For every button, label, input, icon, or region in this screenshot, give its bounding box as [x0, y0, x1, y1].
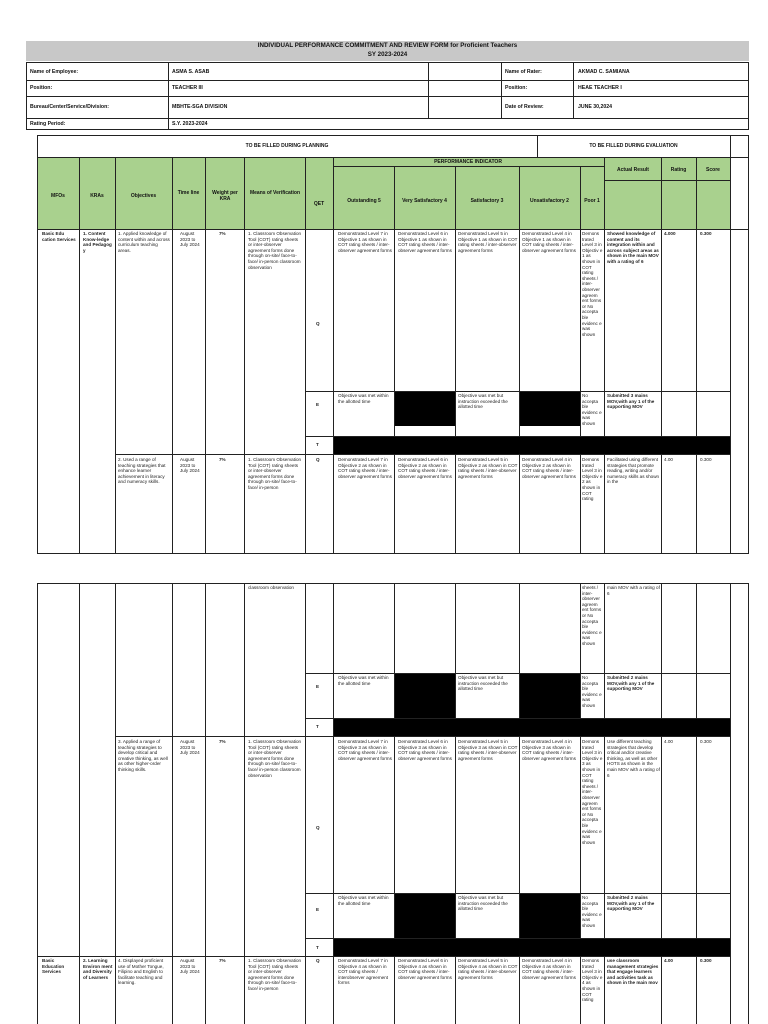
efficiency-5: Objective was met within the allotted time — [338, 895, 389, 906]
qet-q: Q — [316, 958, 320, 963]
weight-cell: 7% — [219, 231, 226, 236]
period-label: Rating Period: — [30, 121, 66, 127]
bureau-value: MBHTE-SGA DIVISION — [172, 104, 228, 110]
qet-e: E — [316, 402, 320, 407]
qet-q: Q — [316, 825, 320, 830]
mov-cell-continued: classroom observation — [248, 585, 294, 590]
period-value: S.Y. 2023-2024 — [172, 121, 208, 127]
objective-cell: 4. Displayed proficient use of Mother Tongue, Filipino and English to facilitate teaching and learning. — [118, 958, 164, 986]
form-title: INDIVIDUAL PERFORMANCE COMMITMENT AND REVIEW FORM for Proficient Teachers — [257, 42, 518, 49]
blackout-cell — [520, 392, 580, 426]
review-date-value: JUNE 30,2024 — [578, 104, 613, 110]
indicator-1: Demons trated Level 3 in Objectiv e 4 as shown in COT rating — [582, 958, 603, 1003]
kra-cell: 2. Learning Environ ment and Diversity of Learners — [83, 958, 113, 980]
efficiency-3: Objective was met but instruction exceeded the allotted time — [458, 393, 508, 410]
col-poor: Poor 1 — [584, 198, 600, 204]
efficiency-1: No accepta ble evidenc e was shown — [582, 895, 602, 928]
timeline-cell: August 2023 to July 2024 — [180, 231, 200, 248]
mov-cell: 1. Classroom Observation Tool (COT) rating sheets or inter-observer agreement forms done through on-site/ face-to-face/ in-person classroom observation — [248, 231, 302, 270]
col-outstanding: Outstanding 5 — [347, 198, 381, 204]
score-cell: 0.300 — [700, 457, 712, 462]
blackout-cell — [395, 392, 455, 426]
efficiency-3: Objective was met but instruction exceeded the allotted time — [458, 675, 508, 692]
employee-value: ASMA S. ASAB — [172, 69, 210, 75]
actual-result-cell: Showed knowledge of content and its integration within and across subject areas as shown in the main MOV with a rating of 6 — [607, 231, 659, 264]
efficiency-3: Objective was met but instruction exceeded the allotted time — [458, 895, 508, 912]
qet-e: E — [316, 907, 320, 912]
weight-cell: 7% — [219, 958, 226, 963]
timeline-cell: August 2023 to July 2024 — [180, 958, 200, 975]
actual-result-cell: Use different teaching strategies that develop critical and/or creative thinking, as well as other HOTS as shown in the main MOV with a rating of 6 — [607, 739, 660, 778]
indicator-1: Demons trated Level 3 in Objectiv e 3 as shown in COT rating sheets / inter-observer agreem ent forms or No accepta ble evidenc e was shown — [582, 739, 603, 845]
indicator-2: Demonstrated Level 4 in Objective 1 as shown in COT rating sheets / inter-observer agreement forms — [522, 231, 576, 253]
position-label: Position: — [30, 85, 53, 91]
indicator-4: Demonstrated Level 6 in Objective 2 as shown in COT rating sheets / inter-observer agreement forms — [398, 457, 452, 479]
rating-cell: 4.00 — [664, 457, 673, 462]
objective-cell: 1. Applied knowledge of content within and across curriculum teaching areas. — [118, 231, 170, 253]
indicator-5: Demonstrated Level 7 in Objective 4 as shown in COT rating sheets / interobserver agreement forms — [338, 958, 389, 986]
objective-cell: 3. Applied a range of teaching strategies to develop critical and creative thinking, as well as other higher-order thinking skills. — [118, 739, 168, 772]
rater-value: AKMAD C. SAMIANA — [578, 69, 630, 75]
efficiency-actual: Submitted 3 mains MOV,with any 1 of the supporting MOV — [607, 393, 655, 410]
indicator-4: Demonstrated Level 6 in Objective 4 as shown in COT rating sheets / inter-observer agreement forms — [398, 958, 452, 980]
col-very-satisfactory: Very Satisfactory 4 — [402, 198, 447, 204]
indicator-3: Demonstrated Level 5 in Objective 2 as shown in COT rating sheets / inter-observer agreement forms — [458, 457, 518, 479]
indicator-5: Demonstrated Level 7 in Objective 1 as shown in COT rating sheets / inter-observer agreement forms — [338, 231, 392, 253]
col-weight: Weight per KRA — [212, 190, 238, 202]
actual-result-continued: main MOV with a rating of 6 — [607, 585, 660, 596]
rater-position-value: HEAE TEACHER I — [578, 85, 622, 91]
mfo-cell: Basic Edu cation Services — [42, 231, 76, 242]
kra-cell: 1. Content Know-ledge and Pedagog y — [83, 231, 112, 253]
form-subtitle: SY 2023-2024 — [367, 51, 408, 58]
indicator-4: Demonstrated Level 6 in Objective 3 as shown in COT rating sheets / inter-observer agreement forms — [398, 739, 452, 761]
indicator-1-continued: sheets / inter-observer agreem ent forms or No accepta ble evidenc e was shown — [582, 585, 602, 646]
col-unsatisfactory: Unsatisfactory 2 — [530, 198, 569, 204]
planning-label: TO BE FILLED DURING PLANNING — [245, 143, 329, 149]
timeline-cell: August 2023 to July 2024 — [180, 739, 200, 756]
col-rating: Rating — [670, 167, 687, 173]
qet-t: T — [316, 945, 319, 950]
rating-cell: 4.00 — [664, 958, 673, 963]
position-value: TEACHER III — [172, 85, 203, 91]
rater-position-label: Position: — [505, 85, 528, 91]
mfo-cell: Basic Education Services — [42, 958, 65, 975]
weight-cell: 7% — [219, 739, 226, 744]
qet-q: Q — [316, 321, 320, 326]
indicator-2: Demonstrated Level 4 in Objective 3 as shown in COT rating sheets / inter-observer agreement forms — [522, 739, 576, 761]
efficiency-actual: Submitted 2 mains MOV,with any 1 of the supporting MOV — [607, 675, 655, 692]
indicator-3: Demonstrated Level 5 in Objective 1 as shown in COT rating sheets / inter-observer agreement forms — [458, 231, 518, 253]
performance-indicator-label: PERFORMANCE INDICATOR — [434, 159, 502, 165]
indicator-5: Demonstrated Level 7 in Objective 2 as shown in COT rating sheets / inter-observer agreement forms — [338, 457, 392, 479]
col-means: Means of Verification — [249, 190, 300, 196]
blackout-cell — [395, 894, 455, 938]
rating-cell: 4.000 — [664, 231, 676, 236]
col-qet: QET — [313, 201, 325, 207]
rating-cell: 4.00 — [664, 739, 673, 744]
timeline-cell: August 2023 to July 2024 — [180, 457, 200, 474]
actual-result-cell: use classroom management strategies that engage learners and activities task as shown in the main mov — [607, 958, 659, 986]
timeliness-blackout — [334, 437, 730, 454]
evaluation-label: TO BE FILLED DURING EVALUATION — [589, 143, 678, 149]
qet-q: Q — [316, 457, 320, 462]
bureau-label: Bureau/Center/Service/Division: — [30, 104, 109, 110]
mov-cell: 1. Classroom Observation Tool (COT) rating sheets or inter-observer agreement forms done through on-site/ face-to-face/ in-person — [248, 457, 302, 490]
timeliness-blackout — [334, 719, 730, 736]
blackout-cell — [520, 894, 580, 938]
indicator-1: Demons trated Level 3 in Objectiv e 1 as shown in COT rating sheets / inter-observer agreem ent forms or No accepta ble evidenc e was shown — [582, 231, 603, 337]
mov-cell: 1. Classroom Observation Tool (COT) rating sheets or inter-observer agreement forms done through on-site/ face-to-face/ in-person classroom observation — [248, 739, 302, 778]
indicator-4: Demonstrated Level 6 in Objective 1 as shown in COT rating sheets / inter-observer agreement forms — [398, 231, 452, 253]
col-kras: KRAs — [90, 193, 104, 199]
col-mfos: MFOs — [51, 193, 65, 199]
blackout-cell — [520, 674, 580, 718]
efficiency-actual: Submitted 2 mains MOV,with any 1 of the supporting MOV — [607, 895, 655, 912]
mov-cell: 1. Classroom Observation Tool (COT) rating sheets or inter-observer agreement forms done through on-site/ face-to-face/ in-person — [248, 958, 302, 991]
qet-t: T — [316, 724, 319, 729]
review-date-label: Date of Review: — [505, 104, 544, 110]
efficiency-1: No accepta ble evidenc e was shown — [582, 675, 602, 708]
blackout-cell — [395, 674, 455, 718]
score-cell: 0.300 — [700, 958, 712, 963]
timeliness-blackout — [334, 939, 730, 956]
efficiency-1: No accepta ble evidenc e was shown — [582, 393, 602, 426]
efficiency-5: Objective was met within the allotted time — [338, 675, 389, 686]
weight-cell: 7% — [219, 457, 226, 462]
indicator-3: Demonstrated Level 5 in Objective 3 as shown in COT rating sheets / inter-observer agreement forms — [458, 739, 518, 761]
indicator-5: Demonstrated Level 7 in Objective 3 as shown in COT rating sheets / inter-observer agreement forms — [338, 739, 392, 761]
indicator-2: Demonstrated Level 4 in Objective 4 as shown in COT rating sheets / inter-observer agreement forms — [522, 958, 576, 980]
indicator-1: Demons trated Level 3 in Objectiv e 2 as shown in COT rating — [582, 457, 603, 502]
score-cell: 0.300 — [700, 231, 712, 236]
indicator-2: Demonstrated Level 4 in Objective 2 as shown in COT rating sheets / inter-observer agreement forms — [522, 457, 576, 479]
indicator-3: Demonstrated Level 5 in Objective 4 as shown in COT rating sheets / inter-observer agreement forms — [458, 958, 518, 980]
col-score: Score — [706, 167, 720, 173]
score-cell: 0.300 — [700, 739, 712, 744]
col-satisfactory: Satisfactory 3 — [470, 198, 504, 204]
col-actual-result: Actual Result — [617, 167, 649, 173]
col-objectives: Objectives — [130, 193, 157, 199]
efficiency-5: Objective was met within the allotted time — [338, 393, 389, 404]
qet-t: T — [316, 442, 319, 447]
objective-cell: 2. Used a range of teaching strategies that enhance learner achievement in literacy and numeracy skills. — [118, 457, 166, 485]
col-timeline: Time line — [177, 190, 200, 196]
qet-e: E — [316, 684, 320, 689]
actual-result-cell: Facilitated using different strategies that promote reading, writing and/or numeracy skills as shown in the — [607, 457, 660, 485]
rater-label: Name of Rater: — [505, 69, 542, 75]
employee-label: Name of Employee: — [30, 69, 79, 75]
